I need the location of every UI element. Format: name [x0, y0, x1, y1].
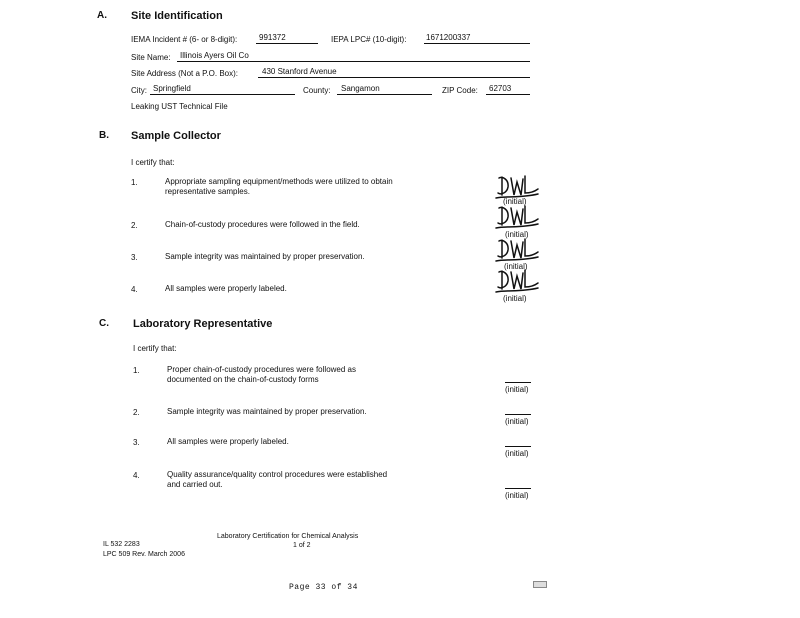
zip-label: ZIP Code:	[442, 86, 478, 95]
section-c-certify: I certify that:	[133, 344, 177, 353]
section-c-item-number: 2.	[133, 408, 140, 417]
section-c-title: Laboratory Representative	[133, 318, 273, 330]
zip-value: 62703	[489, 84, 512, 93]
section-b-item-text: Appropriate sampling equipment/methods were utilized to obtain representative samples.	[165, 177, 393, 196]
initial-label: (initial)	[505, 449, 529, 458]
lpc-underline	[424, 43, 530, 44]
section-b-item-number: 3.	[131, 253, 138, 262]
section-c-item-number: 3.	[133, 438, 140, 447]
section-b-letter: B.	[99, 130, 109, 141]
section-c-item-text: Quality assurance/quality control procedures were established and carried out.	[167, 470, 388, 489]
section-a-title: Site Identification	[131, 10, 223, 22]
section-a-letter: A.	[97, 10, 107, 21]
section-b-item-number: 4.	[131, 285, 138, 294]
handwritten-initials	[494, 204, 540, 232]
zip-underline	[486, 94, 530, 95]
initial-line	[505, 414, 531, 415]
initial-label: (initial)	[505, 385, 529, 394]
initial-line	[505, 382, 531, 383]
county-label: County:	[303, 86, 331, 95]
handwritten-initials	[494, 174, 540, 202]
page-number: Page 33 of 34	[289, 583, 358, 592]
section-b-item-number: 2.	[131, 221, 138, 230]
site-address-underline	[258, 77, 530, 78]
city-label: City:	[131, 86, 147, 95]
initial-label: (initial)	[503, 294, 527, 303]
iema-value: 991372	[259, 33, 286, 42]
section-b-item-text: All samples were properly labeled.	[165, 284, 287, 293]
footer-form-rev: LPC 509 Rev. March 2006	[103, 551, 185, 558]
site-address-label: Site Address (Not a P.O. Box):	[131, 69, 239, 78]
footer-page-of: 1 of 2	[293, 542, 311, 549]
footer-doc-title: Laboratory Certification for Chemical Analysis	[217, 533, 359, 540]
section-c-letter: C.	[99, 318, 109, 329]
city-underline	[150, 94, 295, 95]
city-value: Springfield	[153, 84, 191, 93]
section-b-certify: I certify that:	[131, 158, 175, 167]
initial-label: (initial)	[503, 197, 527, 206]
handwritten-initials	[494, 268, 540, 296]
section-c-item-text: Sample integrity was maintained by proper preservation.	[167, 407, 367, 416]
section-c-item-number: 4.	[133, 471, 140, 480]
site-address-value: 430 Stanford Avenue	[262, 67, 337, 76]
section-b-title: Sample Collector	[131, 130, 221, 142]
file-label: Leaking UST Technical File	[131, 102, 228, 111]
initial-line	[505, 446, 531, 447]
section-b-item-number: 1.	[131, 178, 138, 187]
initial-label: (initial)	[505, 491, 529, 500]
lpc-label: IEPA LPC# (10-digit):	[331, 35, 407, 44]
site-name-value: Illinois Ayers Oil Co	[180, 51, 249, 60]
initial-label: (initial)	[504, 262, 528, 271]
section-c-item-number: 1.	[133, 366, 140, 375]
initial-line	[505, 488, 531, 489]
footer-form-code: IL 532 2283	[103, 541, 140, 548]
section-b-item-text: Chain-of-custody procedures were followed in the field.	[165, 220, 360, 229]
lpc-value: 1671200337	[426, 33, 471, 42]
section-c-item-text: Proper chain-of-custody procedures were followed as documented on the chain-of-custody forms	[167, 365, 356, 384]
iema-underline	[256, 43, 318, 44]
section-b-item-text: Sample integrity was maintained by proper preservation.	[165, 252, 365, 261]
county-value: Sangamon	[341, 84, 380, 93]
site-name-label: Site Name:	[131, 53, 171, 62]
initial-label: (initial)	[505, 230, 529, 239]
initial-label: (initial)	[505, 417, 529, 426]
handwritten-initials	[494, 237, 540, 265]
scan-mark	[533, 581, 547, 588]
site-name-underline	[177, 61, 530, 62]
section-c-item-text: All samples were properly labeled.	[167, 437, 289, 446]
county-underline	[337, 94, 432, 95]
iema-label: IEMA Incident # (6- or 8-digit):	[131, 35, 238, 44]
